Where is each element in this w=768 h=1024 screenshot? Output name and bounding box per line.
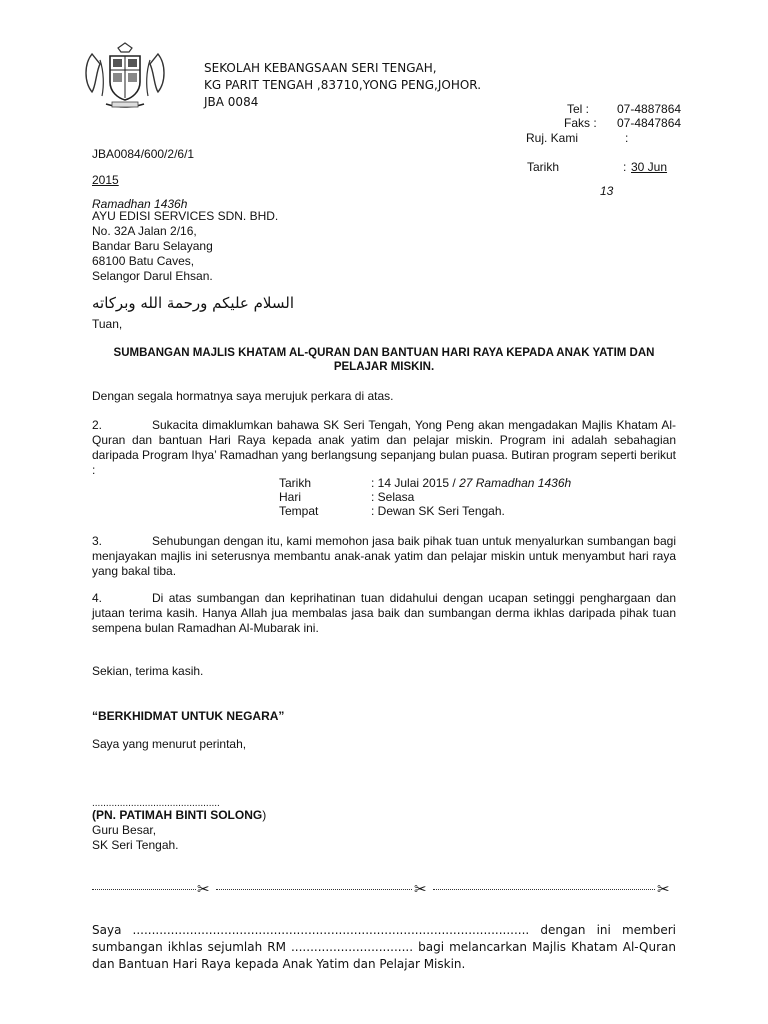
coat-of-arms-logo <box>82 42 168 110</box>
program-tarikh-value: : 14 Julai 2015 / <box>371 476 456 490</box>
salutation: Tuan, <box>92 317 123 331</box>
program-hari-value: : Selasa <box>371 490 415 504</box>
tarikh-colon: : <box>623 160 627 174</box>
scissors-icon: ✂ <box>414 880 427 898</box>
recipient-address-line4: Selangor Darul Ehsan. <box>92 269 213 283</box>
paragraph-4 <box>92 591 676 636</box>
school-name: SEKOLAH KEBANGSAAN SERI TENGAH, <box>204 61 437 75</box>
tarikh-day-month: 30 Jun <box>631 160 668 174</box>
tarikh-label: Tarikh <box>527 160 560 174</box>
paragraph-3-number: 3. <box>92 534 103 548</box>
signatory-title: Guru Besar, <box>92 823 157 837</box>
ruj-value: JBA0084/600/2/6/1 <box>92 147 195 161</box>
paragraph-3-text: Sehubungan dengan itu, kami memohon jasa baik pihak tuan untuk menyalurkan sumbangan bagi menjayakan majlis ini seterusnya membantu anak-anak yatim dan pelajar miskin untuk menyambut hari raya yang bakal tiba. <box>92 534 676 578</box>
closing: Sekian, terima kasih. <box>92 664 204 678</box>
fax-label: Faks : <box>564 116 597 130</box>
paragraph-4-number: 4. <box>92 591 103 605</box>
paragraph-2 <box>92 418 676 478</box>
signatory-close-paren: ) <box>262 808 267 822</box>
ruj-colon: : <box>625 131 629 145</box>
subject-line2: PELAJAR MISKIN. <box>333 361 435 373</box>
motto: “BERKHIDMAT UNTUK NEGARA” <box>92 709 285 723</box>
scissors-icon: ✂ <box>657 880 670 898</box>
scissors-icon: ✂ <box>197 880 210 898</box>
cut-line-segment-3 <box>433 889 655 890</box>
cut-line-segment-2 <box>216 889 412 890</box>
recipient-name: AYU EDISI SERVICES SDN. BHD. <box>92 209 279 223</box>
signatory-school: SK Seri Tengah. <box>92 838 179 852</box>
signatory-name-row <box>92 808 266 823</box>
tarikh-year: 2015 <box>92 173 119 187</box>
program-tarikh-label: Tarikh <box>279 476 312 490</box>
program-tempat-value: : Dewan SK Seri Tengah. <box>371 504 505 518</box>
fax-number: 07-4847864 <box>617 116 682 130</box>
program-tarikh-row <box>371 476 571 491</box>
program-hari-label: Hari <box>279 490 302 504</box>
tel-number: 07-4887864 <box>617 102 682 116</box>
cut-line-segment-1 <box>92 889 196 890</box>
hijri-month-year: Ramadhan 1436h <box>92 197 188 211</box>
paragraph-3 <box>92 534 676 579</box>
paragraph-4-text: Di atas sumbangan dan keprihatinan tuan didahului dengan ucapan setinggi penghargaan dan jutaan terima kasih. Hanya Allah jua membalas jasa baik dan sumbangan derma ikhlas daripada pihak tuan sempena bulan Ramadhan Al-Mubarak ini. <box>92 591 676 635</box>
opening-sentence: Dengan segala hormatnya saya merujuk perkara di atas. <box>92 389 394 403</box>
recipient-address-line3: 68100 Batu Caves, <box>92 254 195 268</box>
signatory-open-paren: ( <box>92 808 96 822</box>
school-code: JBA 0084 <box>204 95 259 109</box>
arabic-greeting: السلام عليكم ورحمة الله وبركاته <box>92 294 294 312</box>
paragraph-2-number: 2. <box>92 418 103 432</box>
recipient-address-line2: Bandar Baru Selayang <box>92 239 213 253</box>
hijri-day: 13 <box>600 184 614 198</box>
yours-faithfully: Saya yang menurut perintah, <box>92 737 247 751</box>
ruj-label: Ruj. Kami <box>526 131 579 145</box>
program-tarikh-hijri: 27 Ramadhan 1436h <box>459 476 572 490</box>
signature-line: .............................................. <box>92 798 220 809</box>
signatory-name: PN. PATIMAH BINTI SOLONG <box>96 808 263 822</box>
reply-slip-text: Saya ........................................................................................................ dengan ini memberi sumbangan ikhlas sejumlah RM ................................ bagi melancarkan Majlis Khatam Al-Quran dan Bantuan Hari Raya kepada Anak Yatim dan Pelajar Miskin. <box>92 923 676 971</box>
subject-line1: SUMBANGAN MAJLIS KHATAM AL-QURAN DAN BANTUAN HARI RAYA KEPADA ANAK YATIM DAN <box>113 347 655 359</box>
school-address: KG PARIT TENGAH ,83710,YONG PENG,JOHOR. <box>204 78 482 92</box>
tel-label: Tel : <box>567 102 590 116</box>
paragraph-2-text: Sukacita dimaklumkan bahawa SK Seri Tengah, Yong Peng akan mengadakan Majlis Khatam Al-Quran dan bantuan Hari Raya kepada anak yatim dan pelajar miskin. Program ini adalah sebahagian daripada Program Ihya’ Ramadhan yang berlangsung sepanjang bulan puasa. Butiran program seperti berikut : <box>92 418 676 477</box>
program-tempat-label: Tempat <box>279 504 319 518</box>
recipient-address-line1: No. 32A Jalan 2/16, <box>92 224 197 238</box>
